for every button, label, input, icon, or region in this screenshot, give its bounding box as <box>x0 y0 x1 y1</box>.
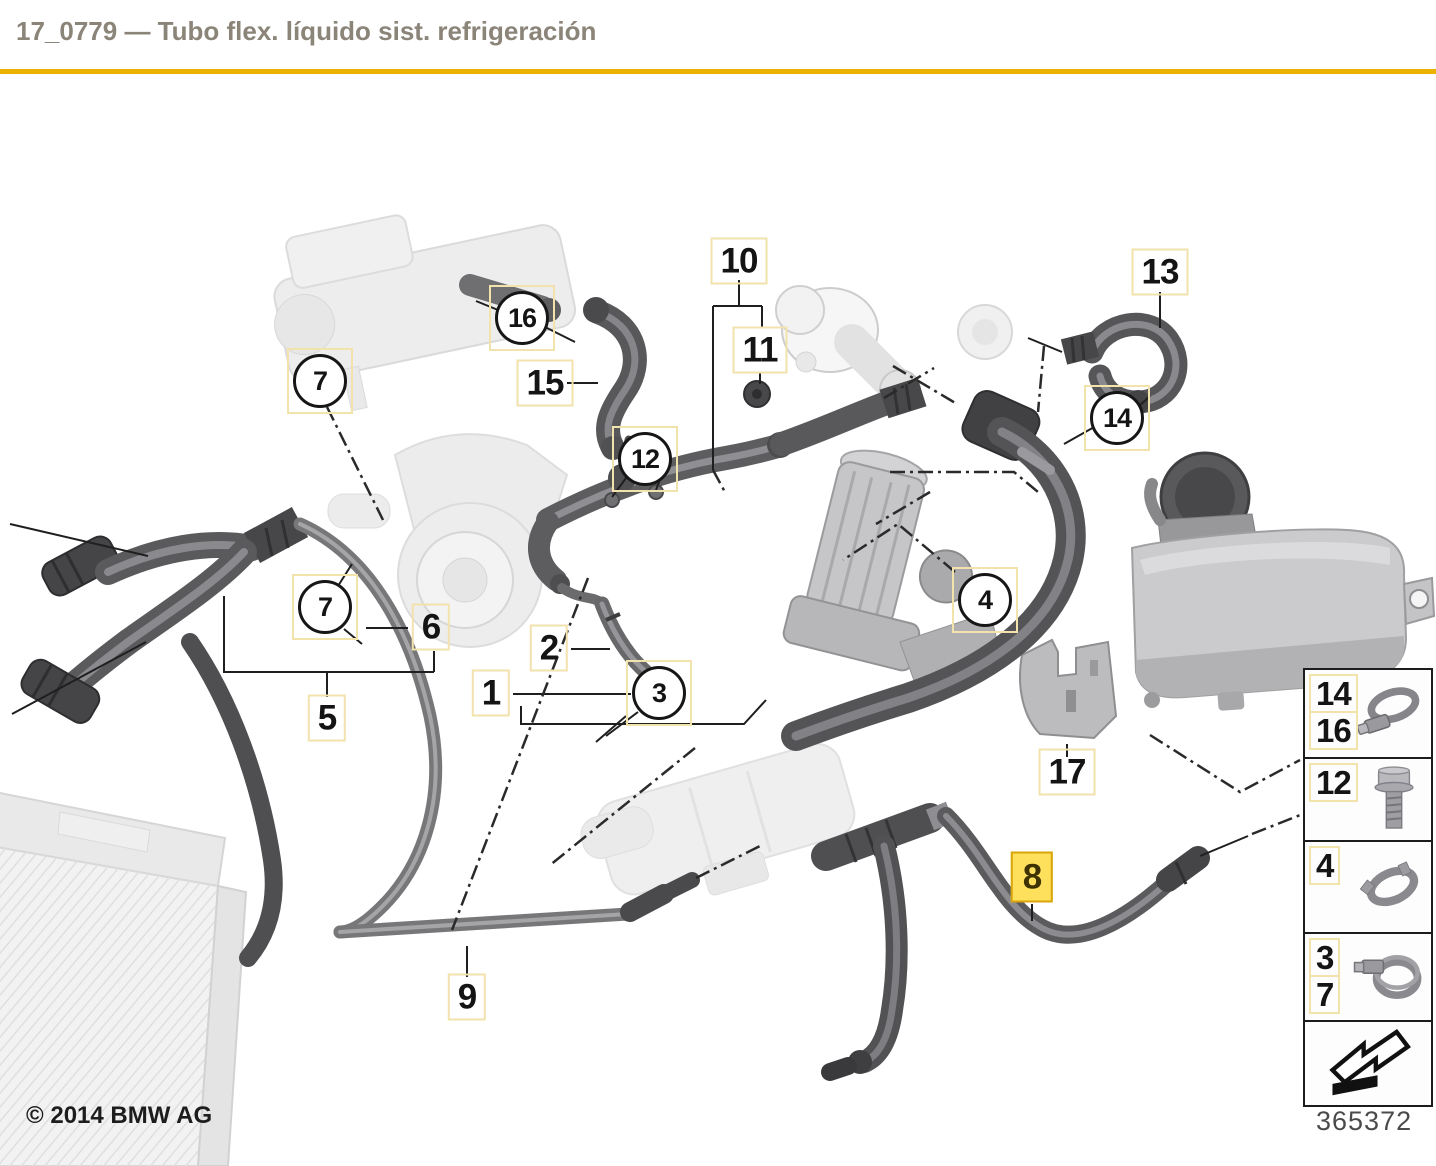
callout-14[interactable] <box>1084 385 1150 451</box>
page-title: 17_0779 — Tubo flex. líquido sist. refrigeración <box>16 16 597 46</box>
callout-16-label: 16 <box>495 291 549 345</box>
callout-13[interactable] <box>1132 249 1189 296</box>
callout-2-label: 2 <box>539 628 559 668</box>
hose-to-thermostat <box>782 384 922 444</box>
callout-11[interactable] <box>733 327 788 374</box>
callout-4[interactable] <box>952 567 1018 633</box>
callout-13-label: 13 <box>1141 252 1179 292</box>
diagram-number: 365372 <box>1316 1106 1413 1136</box>
callout-16[interactable] <box>489 285 555 351</box>
grommet-11 <box>744 381 770 407</box>
callout-11-label: 11 <box>742 330 778 370</box>
legend-row-bolt[interactable] <box>1305 759 1431 842</box>
callout-1-label: 1 <box>481 673 501 713</box>
clamp-icon <box>1353 937 1429 1017</box>
callout-3-label: 3 <box>632 666 686 720</box>
callout-14-label: 14 <box>1090 391 1144 445</box>
callout-17[interactable] <box>1039 749 1096 796</box>
legend-number-3: 3 <box>1309 938 1340 977</box>
callout-9-label: 9 <box>457 977 477 1017</box>
callout-10-label: 10 <box>720 241 758 281</box>
legend-row-hose-clamp[interactable] <box>1305 670 1431 759</box>
callout-12-label: 12 <box>618 432 672 486</box>
callout-3[interactable] <box>626 660 692 726</box>
callout-7-mid-label: 7 <box>298 580 352 634</box>
callout-17-label: 17 <box>1048 752 1086 792</box>
callout-8-label: 8 <box>1022 857 1042 897</box>
parts-legend <box>1303 668 1433 1107</box>
legend-row-direction[interactable] <box>1305 1022 1431 1105</box>
callout-5[interactable] <box>308 695 346 742</box>
callout-9[interactable] <box>448 974 486 1021</box>
legend-number-4: 4 <box>1309 846 1340 885</box>
hose-clamp-icon <box>1353 674 1429 754</box>
ring-clamp-icon <box>1353 845 1429 929</box>
callout-6[interactable] <box>412 604 450 651</box>
callout-12[interactable] <box>612 426 678 492</box>
bolt-icon <box>1359 761 1429 839</box>
callout-7-top-label: 7 <box>293 354 347 408</box>
callout-7-top[interactable] <box>287 348 353 414</box>
legend-number-12: 12 <box>1309 763 1358 802</box>
callout-6-label: 6 <box>421 607 441 647</box>
callout-15[interactable] <box>517 360 574 407</box>
callout-7-mid[interactable] <box>292 574 358 640</box>
callout-4-label: 4 <box>958 573 1012 627</box>
legend-number-14: 14 <box>1309 674 1358 713</box>
callout-5-label: 5 <box>317 698 337 738</box>
callout-15-label: 15 <box>526 363 564 403</box>
direction-arrow-icon <box>1316 1025 1420 1103</box>
legend-row-clamp[interactable] <box>1305 934 1431 1022</box>
callout-10[interactable] <box>711 238 768 285</box>
legend-row-ring-clamp[interactable] <box>1305 842 1431 934</box>
legend-number-16: 16 <box>1309 711 1358 750</box>
callout-2[interactable] <box>530 625 568 672</box>
callout-8-highlighted[interactable] <box>1011 852 1053 903</box>
transmission-oil-cooler <box>574 738 866 926</box>
copyright-notice: © 2014 BMW AG <box>26 1102 213 1129</box>
mounting-bracket-17 <box>1020 640 1116 738</box>
callout-1[interactable] <box>472 670 510 717</box>
legend-number-7: 7 <box>1309 975 1340 1014</box>
